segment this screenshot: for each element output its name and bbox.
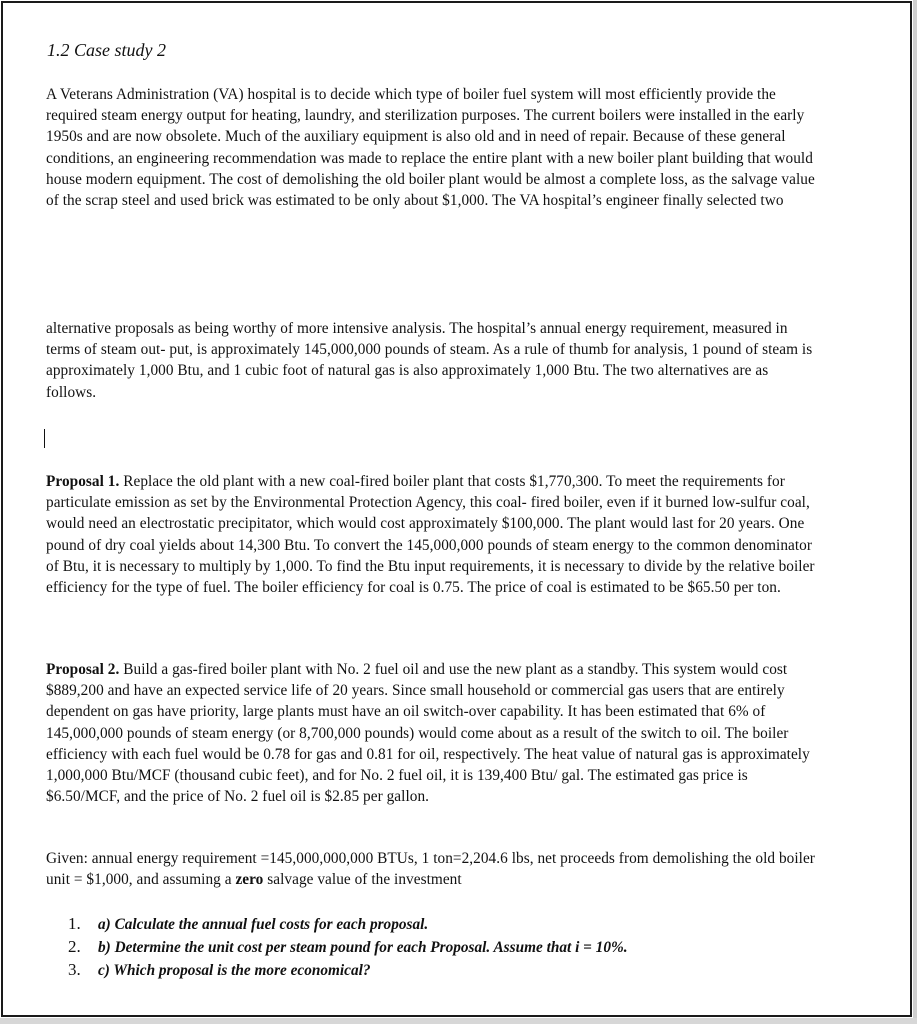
question-text: a) Calculate the annual fuel costs for each proposal. [98, 916, 429, 933]
question-text: b) Determine the unit cost per steam pound for each Proposal. Assume that i = 10%. [98, 939, 628, 956]
question-number: 3. [68, 960, 81, 979]
proposal-1-label: Proposal 1. [46, 473, 120, 490]
intro-paragraph[interactable]: A Veterans Administration (VA) hospital is to decide which type of boiler fuel system will most efficiently provide the required steam energy output for heating, laundry, and sterilization purposes. The current boilers were installed in the early 1950s and are now obsolete. Much of the auxiliary equipment is also old and in need of repair. Because of these general conditions, an engineering recommendation was made to replace the entire plant with a new boiler plant building that would house modern equipment. The cost of demolishing the old boiler plant would be almost a complete loss, as the salvage value of the scrap steel and used brick was estimated to be only about $1,000. The VA hospital’s engineer finally selected two [46, 86, 815, 210]
given-text-before: Given: annual energy requirement =145,000,000,000 BTUs, 1 ton=2,204.6 lbs, net proceeds from demolishing the old boiler unit = $1,000, and assuming a [46, 850, 815, 889]
question-number: 2. [68, 937, 81, 956]
section-heading: 1.2 Case study 2 [47, 40, 166, 60]
given-text-after: salvage value of the investment [263, 871, 462, 889]
given-paragraph[interactable] [46, 848, 818, 890]
question-item[interactable] [68, 958, 628, 981]
question-list [68, 912, 628, 981]
page-edge-shadow [913, 0, 917, 1024]
question-text: c) Which proposal is the more economical? [98, 962, 371, 979]
page-bottom-shadow [0, 1018, 917, 1024]
given-emphasis: zero [235, 871, 264, 889]
proposal-2-label: Proposal 2. [46, 661, 120, 678]
proposal-2-text: Build a gas-fired boiler plant with No. 2 fuel oil and use the new plant as a standby. This system would cost $889,200 and have an expected service life of 20 years. Since small household or commercial gas users that are entirely dependent on gas have priority, large plants must have an oil switch-over capability. It has been estimated that 6% of 145,000,000 pounds of steam energy (or 8,700,000 pounds) would come about as a result of the switch to oil. The boiler efficiency with each fuel would be 0.78 for gas and 0.81 for oil, respectively. The heat value of natural gas is approximately 1,000,000 Btu/MCF (thousand cubic feet), and for No. 2 fuel oil, it is 139,400 Btu/ gal. The estimated gas price is $6.50/MCF, and the price of No. 2 fuel oil is $2.85 per gallon. [46, 661, 810, 806]
question-item[interactable] [68, 935, 628, 958]
text-cursor [44, 429, 45, 448]
alternatives-paragraph[interactable]: alternative proposals as being worthy of more intensive analysis. The hospital’s annual energy requirement, measured in terms of steam out- put, is approximately 145,000,000 pounds of steam. As a rule of thumb for analysis, 1 pound of steam is approximately 1,000 Btu, and 1 cubic foot of natural gas is also approximately 1,000 Btu. The two alternatives are as follows. [46, 320, 813, 401]
question-item[interactable] [68, 912, 628, 935]
question-number: 1. [68, 914, 81, 933]
proposal-1-paragraph[interactable] [46, 471, 818, 598]
proposal-1-text: Replace the old plant with a new coal-fired boiler plant that costs $1,770,300. To meet the requirements for particulate emission as set by the Environmental Protection Agency, this coal- fired boiler, even if it burned low-sulfur coal, would need an electrostatic precipitator, which would cost approximately $100,000. The plant would last for 20 years. One pound of dry coal yields about 14,300 Btu. To convert the 145,000,000 pounds of steam energy to the common denominator of Btu, it is necessary to multiply by 1,000. To find the Btu input requirements, it is necessary to divide by the relative boiler efficiency for the type of fuel. The boiler efficiency for coal is 0.75. The price of coal is estimated to be $65.50 per ton. [46, 473, 815, 597]
proposal-2-paragraph[interactable] [46, 659, 818, 807]
